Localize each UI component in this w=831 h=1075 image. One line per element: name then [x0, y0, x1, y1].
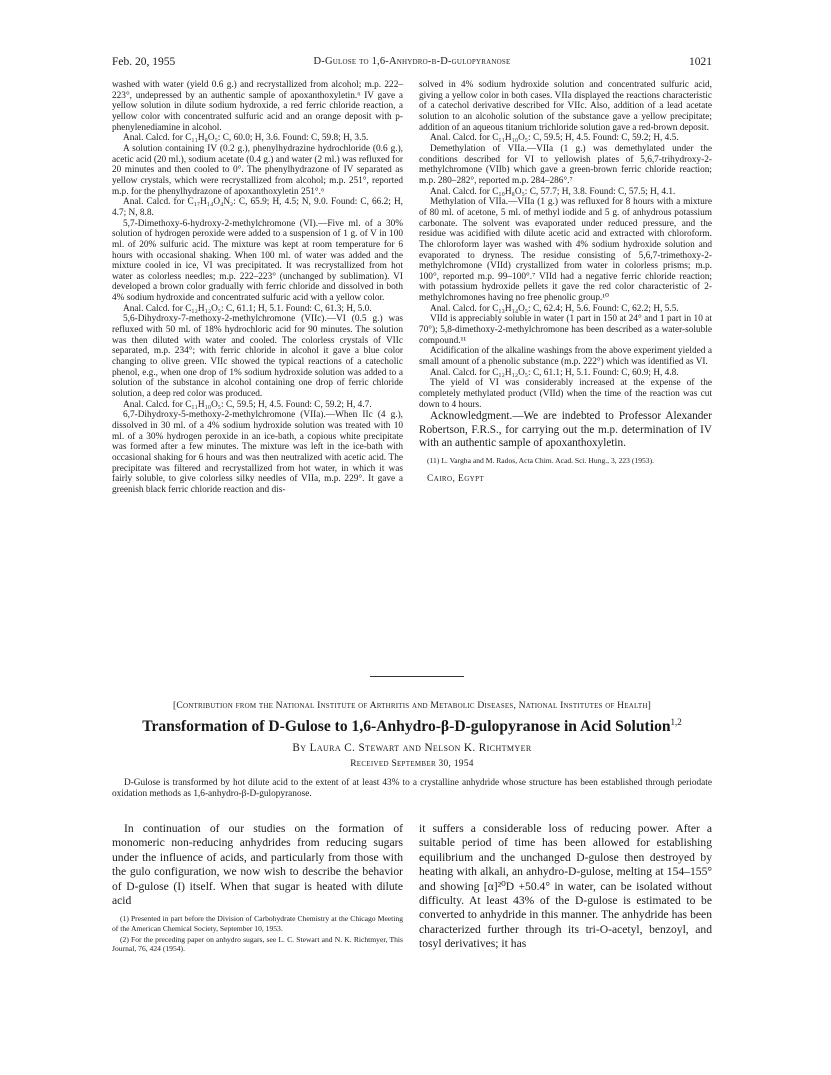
analysis-line: Anal. Calcd. for C₁₃H₁₄O₅: C, 62.4; H, 5.6. Found: C, 62.2; H, 5.5. [430, 303, 679, 314]
page-header [112, 56, 712, 70]
section-paragraph: 5,6-Dihydroxy-7-methoxy-2-methylchromone (VIIc).—VI (0.5 g.) was refluxed with 50 ml. of 18% hydrochloric acid for 90 minutes. The solution was then diluted with water and cooled. The colorless crystals of VIIc separated, m.p. 234°; with ferric chloride in alcohol it gave a blue color changing to olive green. VIIc showed the typical reactions of a catecholic phenol, e.g., when one drop of 1% sodium hydroxide solution was added to a solution of the substance in alcohol containing one drop of ferric chloride solution, a deep red color was produced. [112, 314, 403, 400]
acknowledgment: Acknowledgment.—We are indebted to Professor Alexander Robertson, F.R.S., for carrying out the m.p. determination of IV with an authentic sample of apoxanthoxyletin. [419, 410, 712, 449]
article-left-column [112, 822, 403, 954]
contribution-line: [Contribution from the National Institute of Arthritis and Metabolic Diseases, National Institutes of Health] [173, 700, 651, 711]
paragraph: washed with water (yield 0.6 g.) and recrystallized from alcohol; m.p. 222–223°, undepressed by an authentic sample of apoxanthoxyletin.⁶ IV gave a yellow solution in dilute sodium hydroxide, a red ferric chloride reaction, a yellow color with concentrated sulfuric acid and an orange deposit with p-phenylenediamine in alcohol. [112, 80, 403, 133]
address: Cairo, Egypt [427, 473, 485, 484]
paragraph: Acidification of the alkaline washings from the above experiment yielded a small amount of a phenolic substance (m.p. 222°) which was identified as VI. [419, 346, 712, 368]
article-title [112, 717, 712, 736]
analysis-line: Anal. Calcd. for C₁₇H₁₄O₄N₂: C, 65.9; H, 4.5; N, 9.0. Found: C, 66.2; H, 4.7; N, 8.8. [112, 197, 403, 218]
analysis-line: Anal. Calcd. for C₁₂H₁₂O₅: C, 61.1; H, 5.1. Found: C, 60.9; H, 4.8. [430, 367, 679, 378]
analysis-line: Anal. Calcd. for C₁₂H₁₂O₅: C, 61.1; H, 5.1. Found: C, 61.3; H, 5.0. [123, 303, 372, 314]
section-paragraph: 5,7-Dimethoxy-6-hydroxy-2-methylchromone (VI).—Five ml. of a 30% solution of hydrogen peroxide were added to a suspension of 1 g. of V in 100 ml. of 20% sulfuric acid. The mixture was kept at room temperature for 6 hours with occasional shaking. When 100 ml. of water was added and the mixture cooled in ice, VI was precipitated. It was recrystallized from hot water as colorless needles; m.p. 222–223° (unchanged by sublimation). VI developed a brown color gradually with ferric chloride and dissolved in both 4% sodium hydroxide and concentrated sulfuric acid with a yellow color. [112, 218, 403, 304]
footnote: (2) For the preceding paper on anhydro sugars, see L. C. Stewart and N. K. Richtmyer, This Journal, 76, 424 (1954). [112, 934, 403, 954]
analysis-line: Anal. Calcd. for C₁₁H₈O₅: C, 60.0; H, 3.6. Found: C, 59.8; H, 3.5. [123, 133, 369, 144]
header-date: Feb. 20, 1955 [112, 56, 176, 68]
section-paragraph: 6,7-Dihydroxy-5-methoxy-2-methylchromone (VIIa).—When IIc (4 g.), dissolved in 30 ml. of a 4% sodium hydroxide solution was treated with 10 ml. of a 30% hydrogen peroxide in an ice-bath, a copious white precipitate was formed after a few minutes. The mixture was left in the ice-bath with occasional shaking for 6 hours and was then neutralized with acetic acid. The precipitate was filtered and recrystallized from hot water, in which it was fairly soluble, to give colorless silky needles of VIIa, m.p. 229°. It gave a greenish black ferric chloride reaction and dis- [112, 410, 403, 495]
authors: By Laura C. Stewart and Nelson K. Richtmyer [292, 742, 532, 754]
left-column [112, 80, 403, 496]
section-paragraph: Methylation of VIIa.—VIIa (1 g.) was refluxed for 8 hours with a mixture of 80 ml. of acetone, 5 ml. of methyl iodide and 5 g. of anhydrous potassium carbonate. The solvent was evaporated under reduced pressure, and the residue was acidified with dilute acetic acid and extracted with chloroform. The chloroform layer was washed with 4% sodium hydroxide solution and evaporated to dryness. The residue consisting of 5,6,7-trimethoxy-2-methylchromone (VIId) crystallized from water in colorless prisms; m.p. 100°, reported m.p. 99–100°.⁷ VIId had a negative ferric chloride reaction; with potassium hydroxide pellets it gave the red color characteristic of 2-methylchromones having no free phenolic group.¹⁰ [419, 197, 712, 304]
footnote: (11) L. Vargha and M. Rados, Acta Chim. Acad. Sci. Hung., 3, 223 (1953). [427, 456, 655, 466]
paragraph: it suffers a considerable loss of reducing power. After a suitable period of time has been allowed for establishing equilibrium and the unchanged D-gulose then destroyed by heating with alkali, an anhydro-D-gulose, melting at 154–155° and showing [α]²⁰D +50.4° in water, can be isolated without difficulty. At least 43% of the D-gulose is estimated to be converted to anhydride in this manner. The anhydride has been characterized further through its tri-O-acetyl, benzoyl, and tosyl derivatives; it has [419, 822, 712, 951]
article-right-column [419, 822, 712, 952]
running-title: D-Gulose to 1,6-Anhydro-β-D-gulopyranose [313, 56, 511, 67]
paragraph: VIId is appreciably soluble in water (1 part in 150 at 24° and 1 part in 10 at 70°); 5,8-dimethoxy-2-methylchromone has been described as a water-soluble compound.¹¹ [419, 314, 712, 346]
section-divider [370, 676, 464, 677]
analysis-line: Anal. Calcd. for C₁₁H₁₀O₅: C, 59.5; H, 4.5. Found: C, 59.2; H, 4.7. [123, 399, 372, 410]
footnote: (1) Presented in part before the Division of Carbohydrate Chemistry at the Chicago Meeting of the American Chemical Society, September 10, 1953. [112, 914, 403, 934]
paragraph: solved in 4% sodium hydroxide solution and concentrated sulfuric acid, giving a yellow color in both cases. VIIa displayed the reactions characteristic of a catechol derivative described for VIIc. Also, addition of a lead acetate solution to an alcoholic solution of the substance gave a yellow precipitate; addition of an aqueous titanium trichloride solution gave a red-brown deposit. [419, 80, 712, 133]
paragraph: In continuation of our studies on the formation of monomeric non-reducing anhydrides from reducing sugars under the influence of acids, and particularly from those with the gulo configuration, we now wish to describe the behavior of D-gulose (I) itself. When that sugar is heated with dilute acid [112, 822, 403, 908]
paragraph: A solution containing IV (0.2 g.), phenylhydrazine hydrochloride (0.6 g.), acetic acid (20 ml.), sodium acetate (0.4 g.) and water (2 ml.) was refluxed for 20 minutes and then cooled to 0°. The phenylhydrazone of IV separated as yellow crystals, which were recrystallized from alcohol; m.p. 251°, reported m.p. for the phenylhydrazone of apoxanthoxyletin 251°.⁶ [112, 143, 403, 197]
right-column [419, 80, 712, 484]
paragraph: The yield of VI was considerably increased at the expense of the completely methylated product (VIId) when the time of the reaction was cut down to 4 hours. [419, 378, 712, 410]
analysis-line: Anal. Calcd. for C₁₁H₁₀O₅: C, 59.5; H, 4.5. Found: C, 59.2; H, 4.5. [430, 133, 679, 144]
title-footnote-marks: 1,2 [670, 717, 682, 727]
received-date: Received September 30, 1954 [350, 759, 474, 769]
section-paragraph: Demethylation of VIIa.—VIIa (1 g.) was demethylated under the conditions described for VI to yellowish plates of 5,6,7-trihydroxy-2-methylchromone (VIIb) which gave a green-brown ferric chloride reaction; m.p. 280–282°, reported m.p. 284–286°.⁷ [419, 143, 712, 186]
analysis-line: Anal. Calcd. for C₁₀H₈O₅: C, 57.7; H, 3.8. Found: C, 57.5; H, 4.1. [430, 186, 676, 197]
page-number: 1021 [689, 56, 712, 68]
article-title-text: Transformation of D-Gulose to 1,6-Anhydro-β-D-gulopyranose in Acid Solution [142, 718, 671, 736]
abstract: D-Gulose is transformed by hot dilute acid to the extent of at least 43% to a crystalline anhydride whose structure has been established through periodate oxidation methods as 1,6-anhydro-β-D-gulopyranose. [112, 778, 712, 799]
